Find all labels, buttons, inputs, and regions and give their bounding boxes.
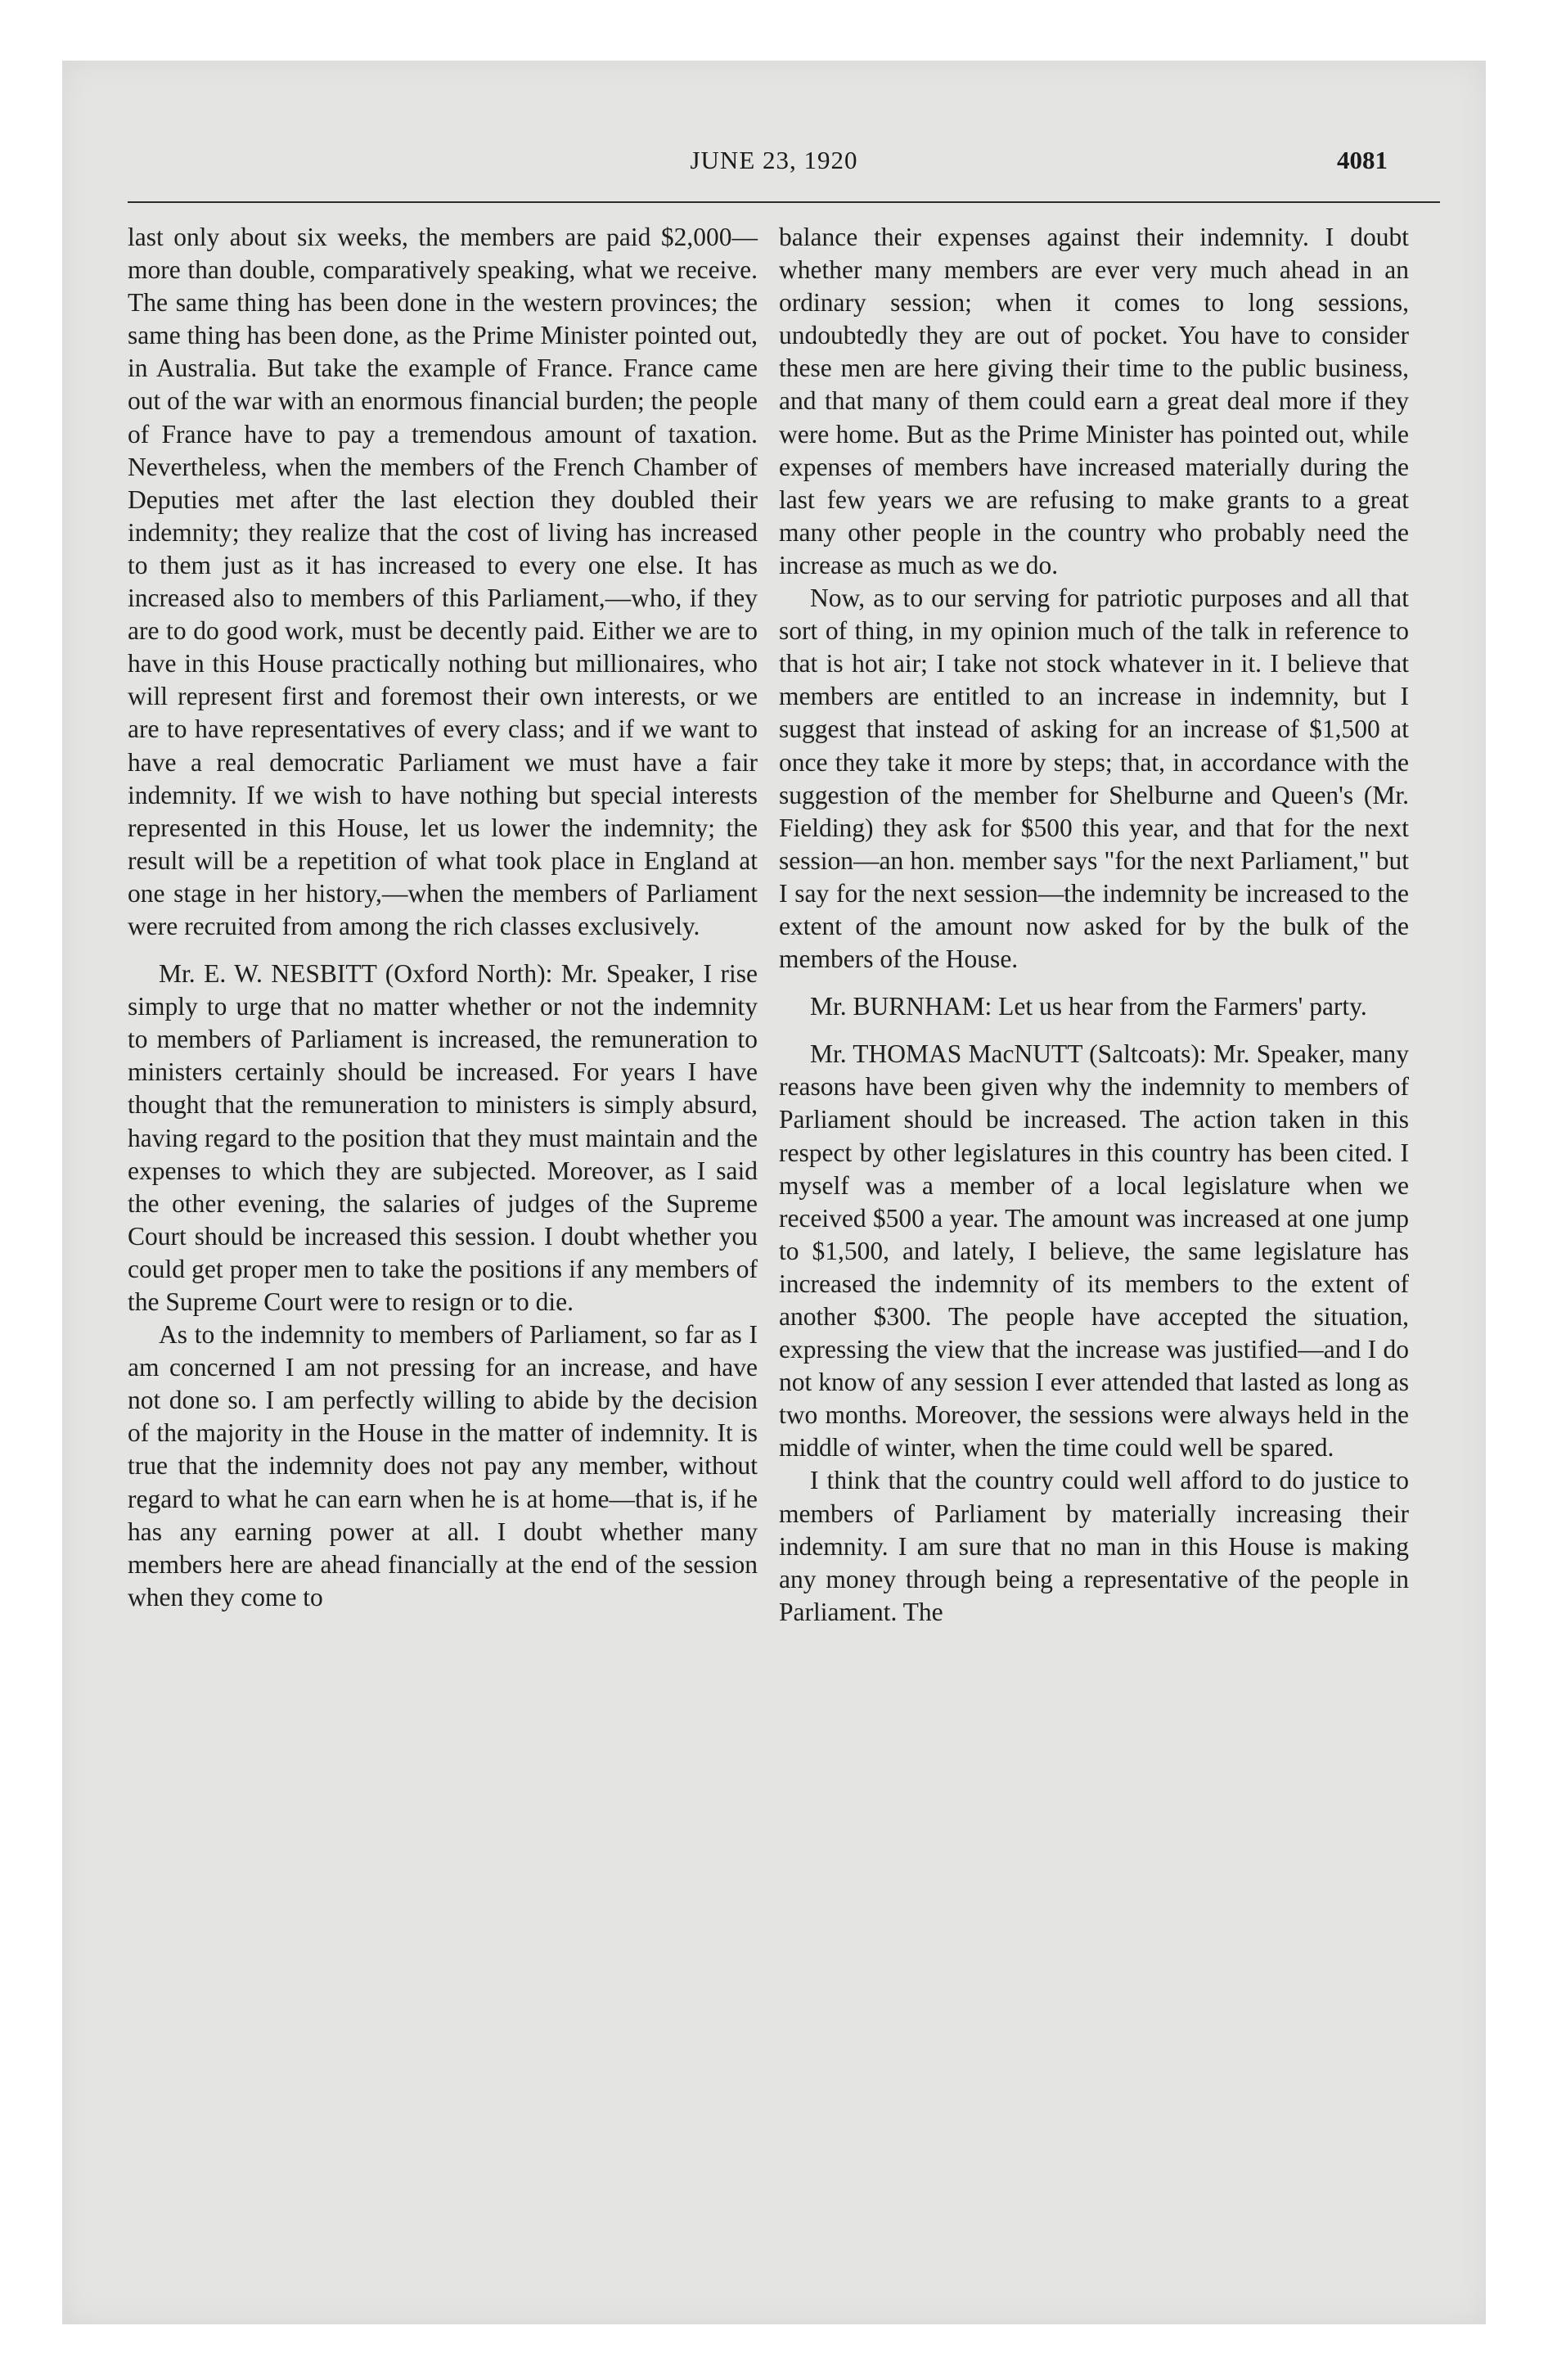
paragraph: I think that the country could well afford to do justice to members of Parliament by materially increasing their indemnity. I am sure that no man in this House is making any money through being a representative of the people in Parliament. The [779,1466,1409,1626]
right-column [779,221,1409,1629]
left-column [128,221,758,1614]
paragraph-burnham: Mr. BURNHAM: Let us hear from the Farmers' party. [810,992,1367,1021]
page-number: 4081 [1337,146,1388,174]
header-rule [128,201,1440,203]
page-header [62,142,1486,192]
paragraph-macnutt: Mr. THOMAS MacNUTT (Saltcoats): Mr. Speaker, many reasons have been given why the indemnity to members of Parliament should be increased. The action taken in this respect by other legislatures in this country has been cited. I myself was a member of a local legislature when we received $500 a year. The amount was increased at one jump to $1,500, and lately, I believe, the same legislature has increased the indemnity of its members to the extent of another $300. The people have accepted the situation, expressing the view that the increase was justified—and I do not know of any session I ever attended that lasted as long as two months. Moreover, the sessions were always held in the middle of winter, when the time could well be spared. [779,1039,1409,1463]
paragraph: balance their expenses against their indemnity. I doubt whether many members are ever very much ahead in an ordinary session; when it comes to long sessions, undoubtedly they are out of pocket. You have to consider these men are here giving their time to the public business, and that many of them could earn a great deal more if they were home. But as the Prime Minister has pointed out, while expenses of members have increased materially during the last few years we are refusing to make grants to a great many other people in the country who probably need the increase as much as we do. [779,223,1409,579]
paragraph-nesbitt: Mr. E. W. NESBITT (Oxford North): Mr. Speaker, I rise simply to urge that no matter whether or not the indemnity to members of Parliament is increased, the remuneration to ministers certainly should be increased. For years I have thought that the remuneration to ministers is simply absurd, having regard to the position that they must maintain and the expenses to which they are subjected. Moreover, as I said the other evening, the salaries of judges of the Supreme Court should be increased this session. I doubt whether you could get proper men to take the positions if any members of the Supreme Court were to resign or to die. [128,959,758,1316]
document-page [62,61,1486,2324]
paragraph: As to the indemnity to members of Parliament, so far as I am concerned I am not pressing for an increase, and have not done so. I am perfectly willing to abide by the decision of the majority in the House in the matter of indemnity. It is true that the indemnity does not pay any member, without regard to what he can earn when he is at home—that is, if he has any earning power at all. I doubt whether many members here are ahead financially at the end of the session when they come to [128,1320,758,1611]
header-date: JUNE 23, 1920 [690,146,858,174]
paragraph: last only about six weeks, the members are paid $2,000—more than double, comparatively speaking, what we receive. The same thing has been done in the western provinces; the same thing has been done, as the Prime Minister pointed out, in Australia. But take the example of France. France came out of the war with an enormous financial burden; the people of France have to pay a tremendous amount of taxation. Nevertheless, when the members of the French Chamber of Deputies met after the last election they doubled their indemnity; they realize that the cost of living has increased to them just as it has increased to every one else. It has increased also to members of this Parliament,—who, if they are to do good work, must be decently paid. Either we are to have in this House practically nothing but millionaires, who will represent first and foremost their own interests, or we are to have representatives of every class; and if we want to have a real democratic Parliament we must have a fair indemnity. If we wish to have nothing but special interests represented in this House, let us lower the indemnity; the result will be a repetition of what took place in England at one stage in her history,—when the members of Parliament were recruited from among the rich classes exclusively. [128,223,758,940]
paragraph: Now, as to our serving for patriotic purposes and all that sort of thing, in my opinion much of the talk in reference to that is hot air; I take not stock whatever in it. I believe that members are entitled to an increase in indemnity, but I suggest that instead of asking for an increase of $1,500 at once they take it more by steps; that, in accordance with the suggestion of the member for Shelburne and Queen's (Mr. Fielding) they ask for $500 this year, and that for the next session—an hon. member says "for the next Parliament," but I say for the next session—the indemnity be increased to the extent of the amount now asked for by the bulk of the members of the House. [779,584,1409,974]
